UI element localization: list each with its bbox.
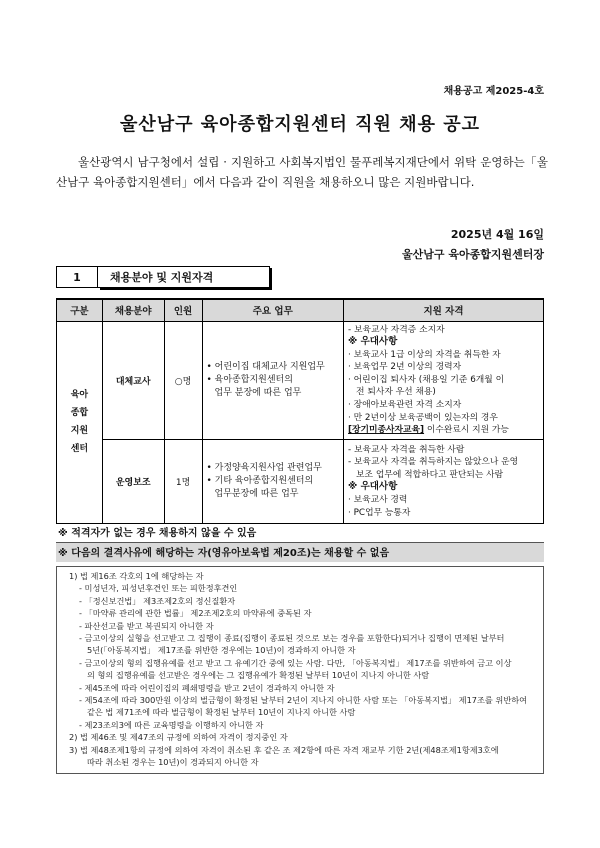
disq-line: - 제45조에 따라 어린이집의 폐쇄명령을 받고 2년이 경과하지 아니한 자 [79, 682, 335, 693]
qual-line: 전 퇴사자 우선 채용) [356, 387, 436, 398]
type-label-line: 지원 [70, 426, 89, 437]
disq-line: - 「마약류 관리에 관한 법률」 제2조제2호의 마약류에 중독된 자 [79, 608, 312, 619]
recruitment-table [56, 298, 544, 524]
qual-line: · PC업무 능통자 [348, 507, 411, 518]
qual-line [348, 424, 539, 437]
notice-date: 2025년 4월 16일 [450, 228, 544, 241]
qual-line: · 어린이집 퇴사자 (채용일 기준 6개월 이 [348, 374, 505, 385]
qual-line: - 보육교사 자격증 소지자 [348, 324, 445, 335]
disq-line: - 금고이상의 형의 집행유예를 선고 받고 그 유예기간 중에 있는 사람. 다만, 「아동복지법」 제17조를 위반하여 금고 이상 [79, 657, 512, 668]
duty-line: 업무분장에 따른 업무 [214, 488, 299, 499]
disq-line: - 금고이상의 실형을 선고받고 그 집행이 종료(집행이 종료된 것으로 보는 경우를 포함한다)되거나 집행이 면제된 날부터 [79, 633, 505, 644]
disq-line: 같은 법 제71조에 따라 벌금형이 확정된 날부터 10년이 지나지 아니한 사람 [87, 707, 356, 718]
duty-line: • 육아종합지원센터의 [206, 374, 293, 385]
qual-line: · 보육업무 2년 이상의 경력자 [348, 362, 462, 373]
type-cell [57, 321, 103, 523]
disq-line: - 파산선고를 받고 복권되지 아니한 자 [79, 620, 214, 631]
field-cell: 운영보조 [102, 439, 164, 523]
qual-line: · 보육교사 경력 [348, 494, 408, 505]
qual-line: - 보육교사 자격을 취득하지는 않았으나 운영 [348, 457, 519, 468]
disq-line: 따라 취소된 경우는 10년)이 경과되지 아니한 자 [87, 757, 259, 768]
section-title: 채용분야 및 지원자격 [98, 266, 270, 288]
type-label-line: 육아 [70, 390, 89, 401]
table-row [57, 439, 544, 523]
disq-line: - 「정신보건법」 제3조제2호의 정신질환자 [79, 595, 236, 606]
qual-line: 보조 업무에 적합하다고 판단되는 사람 [356, 469, 504, 480]
count-cell: ○명 [164, 321, 202, 439]
duty-line: 업무 분장에 따른 업무 [214, 387, 302, 398]
disqualification-box [56, 566, 544, 774]
qualifications-cell [344, 439, 544, 523]
qual-highlight: [장기미종사자교육] [348, 425, 425, 436]
col-header-duties: 주요 업무 [202, 299, 344, 321]
qual-line: · 보육교사 1급 이상의 자격을 취득한 자 [348, 349, 501, 360]
col-header-qualifications: 지원 자격 [344, 299, 544, 321]
disq-line: 2) 법 제46조 및 제47조의 규정에 의하여 자격이 정지중인 자 [69, 732, 288, 743]
qual-line: · 만 2년이상 보육공백이 있는자의 경우 [348, 412, 498, 423]
page-title: 울산남구 육아종합지원센터 직원 채용 공고 [119, 114, 481, 135]
table-row [57, 321, 544, 439]
col-header-type: 구분 [57, 299, 103, 321]
qual-line: - 보육교사 자격을 취득한 사람 [348, 444, 465, 455]
notice-number: 채용공고 제2025-4호 [443, 86, 544, 97]
disq-line: 3) 법 제48조제1항의 규정에 의하여 자격이 취소된 후 같은 조 제2항에 따른 자격 재교부 기한 2년(제48조제1항제3호에 [69, 744, 499, 755]
intro-paragraph: 울산광역시 남구청에서 설립 · 지원하고 사회복지법인 물푸레복지재단에서 위탁 운영하는「울산남구 육아종합지원센터」에서 다음과 같이 직원을 채용하오니 많은 지원바랍니다. [56, 155, 548, 189]
duty-line: • 기타 육아종합지원센터의 [206, 475, 314, 486]
note-disqualification: ※ 다음의 결격사유에 해당하는 자(영유아보육법 제20조)는 채용할 수 없음 [58, 548, 390, 559]
section-header [56, 266, 270, 288]
qual-preference-heading: ※ 우대사항 [348, 336, 398, 348]
col-header-count: 인원 [164, 299, 202, 321]
section-number: 1 [56, 266, 98, 288]
qualifications-cell [344, 321, 544, 439]
qual-line: · 장애아보육관련 자격 소지자 [348, 400, 462, 411]
note-no-qualified: ※ 적격자가 없는 경우 채용하지 않을 수 있음 [58, 528, 257, 539]
field-cell: 대체교사 [102, 321, 164, 439]
disq-line: 의 형의 집행유예를 선고받은 경우에는 그 집행유예가 확정된 날부터 10년이 지나지 아니한 사람 [87, 670, 430, 681]
table-header-row [57, 299, 544, 321]
disq-line: - 제54조에 따라 300만원 이상의 벌금형이 확정된 날부터 2년이 지나지 아니한 사람 또는 「아동복지법」 제17조를 위반하여 [79, 695, 528, 706]
disq-line: 1) 법 제16조 각호의 1에 해당하는 자 [69, 571, 204, 581]
count-cell: 1명 [164, 439, 202, 523]
duty-line: • 가정양육지원사업 관련업무 [206, 462, 322, 473]
type-label-line: 종합 [70, 408, 89, 419]
type-label-line: 센터 [70, 444, 89, 455]
qual-preference-heading: ※ 우대사항 [348, 481, 398, 493]
duties-cell [202, 321, 344, 439]
disq-line: 5년(「아동복지법」 제17조를 위반한 경우에는 10년)이 경과하지 아니한 자 [87, 645, 356, 656]
duty-line: • 어린이집 대체교사 지원업무 [206, 361, 325, 372]
disq-line: - 제23조의3에 따른 교육명령을 이행하지 아니한 자 [79, 719, 264, 730]
qual-highlight-tail: 이수완료시 지원 가능 [424, 425, 509, 436]
col-header-field: 채용분야 [102, 299, 164, 321]
signer: 울산남구 육아종합지원센터장 [402, 248, 544, 261]
disq-line: - 미성년자, 피성년후견인 또는 피한정후견인 [79, 583, 238, 594]
duties-cell [202, 439, 344, 523]
